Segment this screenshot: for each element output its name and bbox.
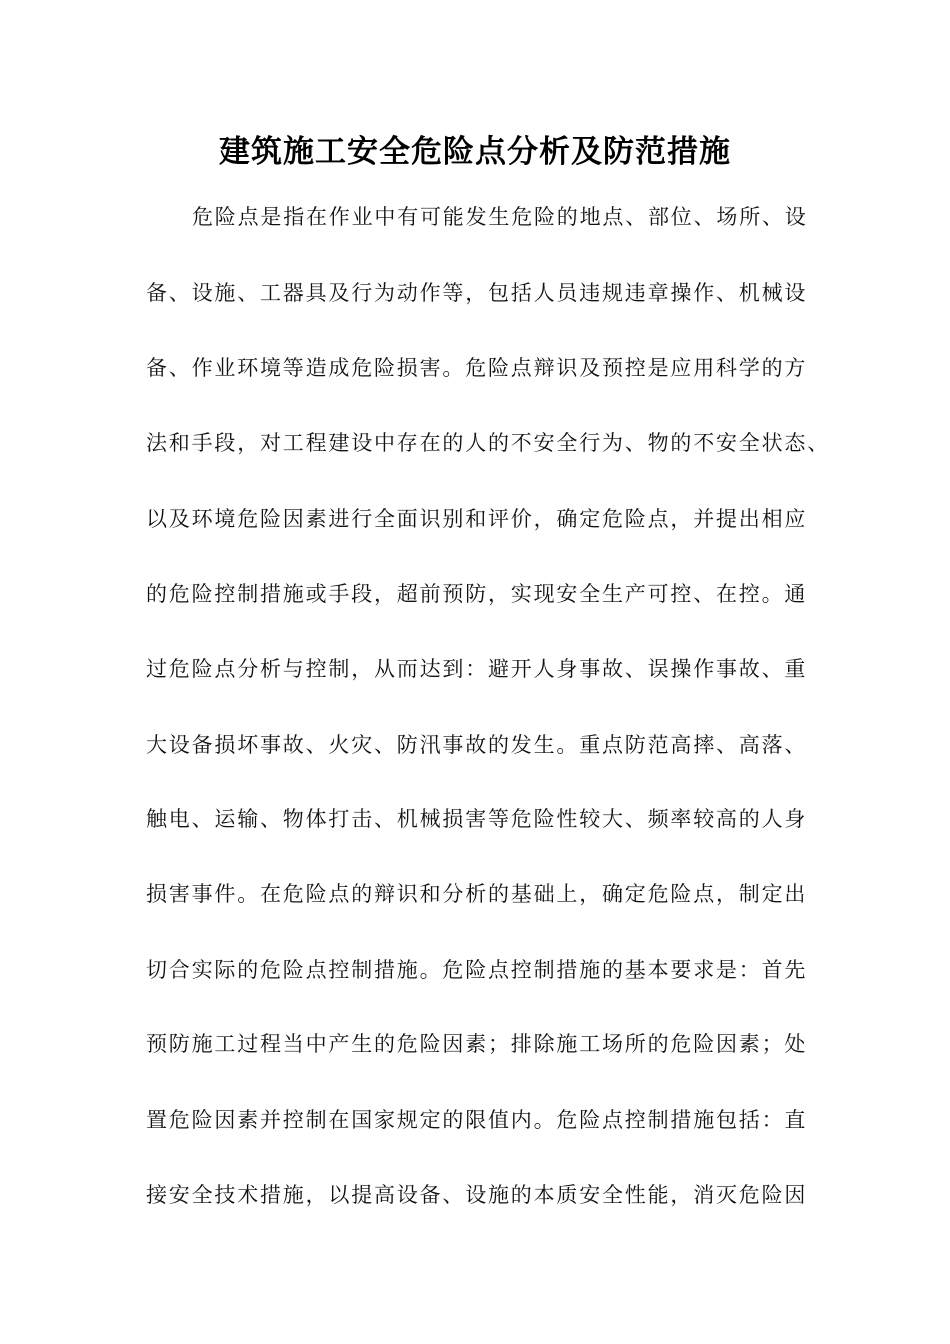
body-line: 以及环境危险因素进行全面识别和评价，确定危险点，并提出相应 [146,507,808,531]
body-line: 接安全技术措施，以提高设备、设施的本质安全性能，消灭危险因 [146,1183,808,1207]
body-line: 切合实际的危险点控制措施。危险点控制措施的基本要求是：首先 [146,958,808,982]
body-line: 大设备损坏事故、火灾、防汛事故的发生。重点防范高摔、高落、 [146,733,808,757]
body-line: 法和手段，对工程建设中存在的人的不安全行为、物的不安全状态、 [146,431,830,455]
body-line: 危险点是指在作业中有可能发生危险的地点、部位、场所、设 [192,205,808,229]
body-line: 置危险因素并控制在国家规定的限值内。危险点控制措施包括：直 [146,1108,808,1132]
body-line: 触电、运输、物体打击、机械损害等危险性较大、频率较高的人身 [146,807,808,831]
body-line: 损害事件。在危险点的辩识和分析的基础上，确定危险点，制定出 [146,882,808,906]
body-line: 备、作业环境等造成危险损害。危险点辩识及预控是应用科学的方 [146,356,808,380]
body-line: 备、设施、工器具及行为动作等，包括人员违规违章操作、机械设 [146,281,808,305]
document-title: 建筑施工安全危险点分析及防范措施 [219,134,731,170]
body-line: 的危险控制措施或手段，超前预防，实现安全生产可控、在控。通 [146,582,808,606]
body-line: 过危险点分析与控制，从而达到：避开人身事故、误操作事故、重 [146,657,808,681]
body-line: 预防施工过程当中产生的危险因素；排除施工场所的危险因素；处 [146,1032,808,1056]
